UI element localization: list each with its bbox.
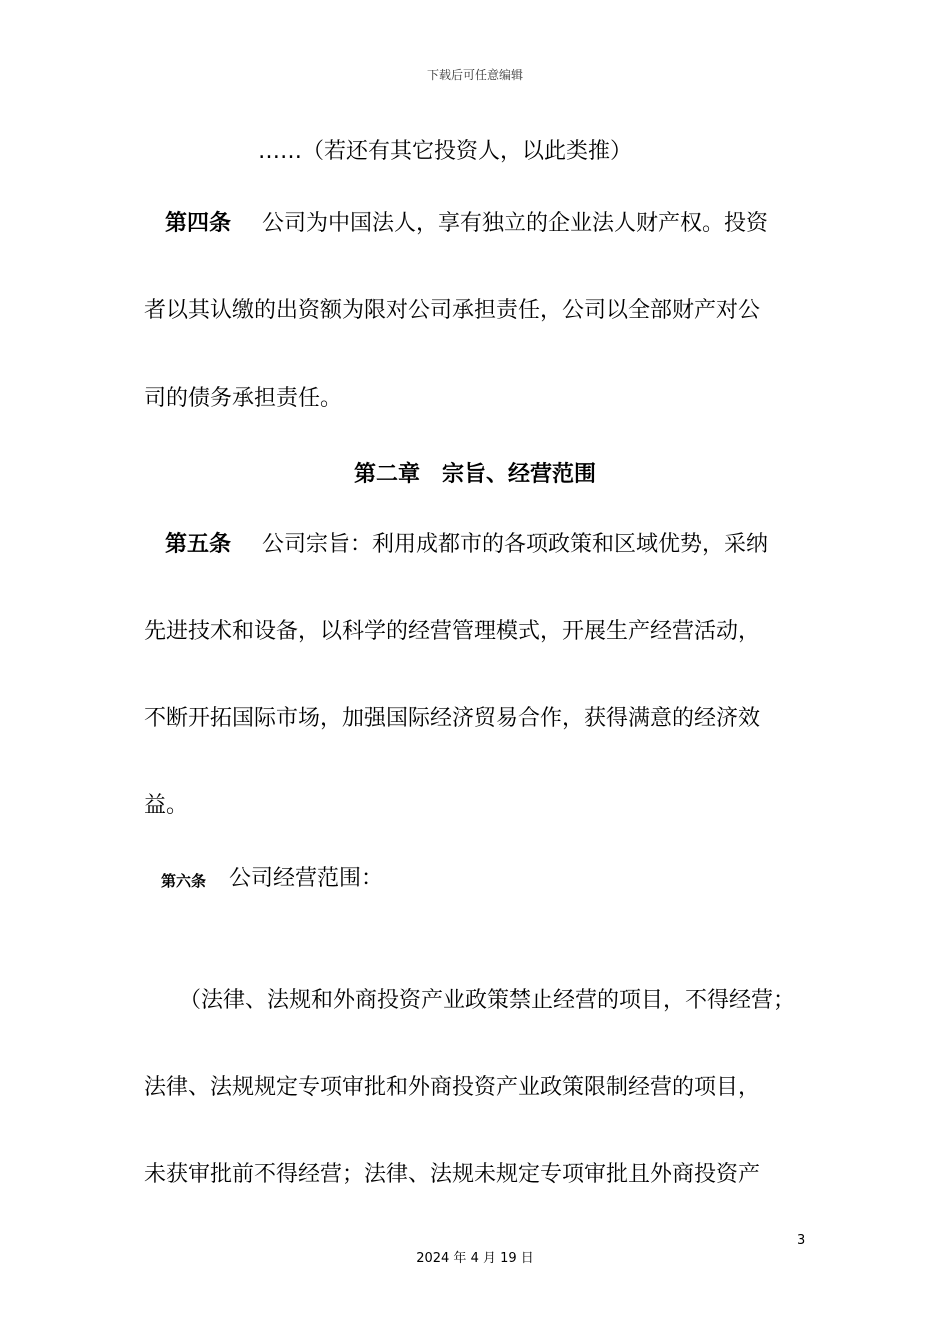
article-label: 第四条 (165, 211, 232, 236)
text-line: 司的债务承担责任。 (144, 386, 343, 411)
text-line: 益。 (144, 793, 189, 818)
page-number: 3 (797, 1233, 806, 1248)
text-line: 法律、法规规定专项审批和外商投资产业政策限制经营的项目， (144, 1075, 761, 1100)
text-line: （法律、法规和外商投资产业政策禁止经营的项目，不得经营； (179, 988, 796, 1013)
text-line: 者以其认缴的出资额为限对公司承担责任，公司以全部财产对公 (144, 298, 761, 323)
page-header: 下载后可任意编辑 (426, 68, 523, 82)
footer-date: 2024 年 4 月 19 日 (416, 1251, 534, 1266)
chapter-heading: 第二章 宗旨、经营范围 (353, 462, 596, 487)
text-line: ……（若还有其它投资人，以此类推） (258, 139, 633, 164)
text-line: 公司宗旨：利用成都市的各项政策和区域优势，采纳 (262, 532, 769, 557)
text-line: 不断开拓国际市场，加强国际经济贸易合作，获得满意的经济效 (144, 706, 761, 731)
article-label: 第五条 (165, 532, 232, 557)
text-line: 公司为中国法人，享有独立的企业法人财产权。投资 (262, 211, 769, 236)
text-line: 先进技术和设备，以科学的经营管理模式，开展生产经营活动， (144, 619, 761, 644)
text-line: 未获审批前不得经营；法律、法规未规定专项审批且外商投资产 (144, 1162, 761, 1187)
article-label: 第六条 (161, 872, 207, 890)
text-line: 公司经营范围： (229, 866, 384, 891)
